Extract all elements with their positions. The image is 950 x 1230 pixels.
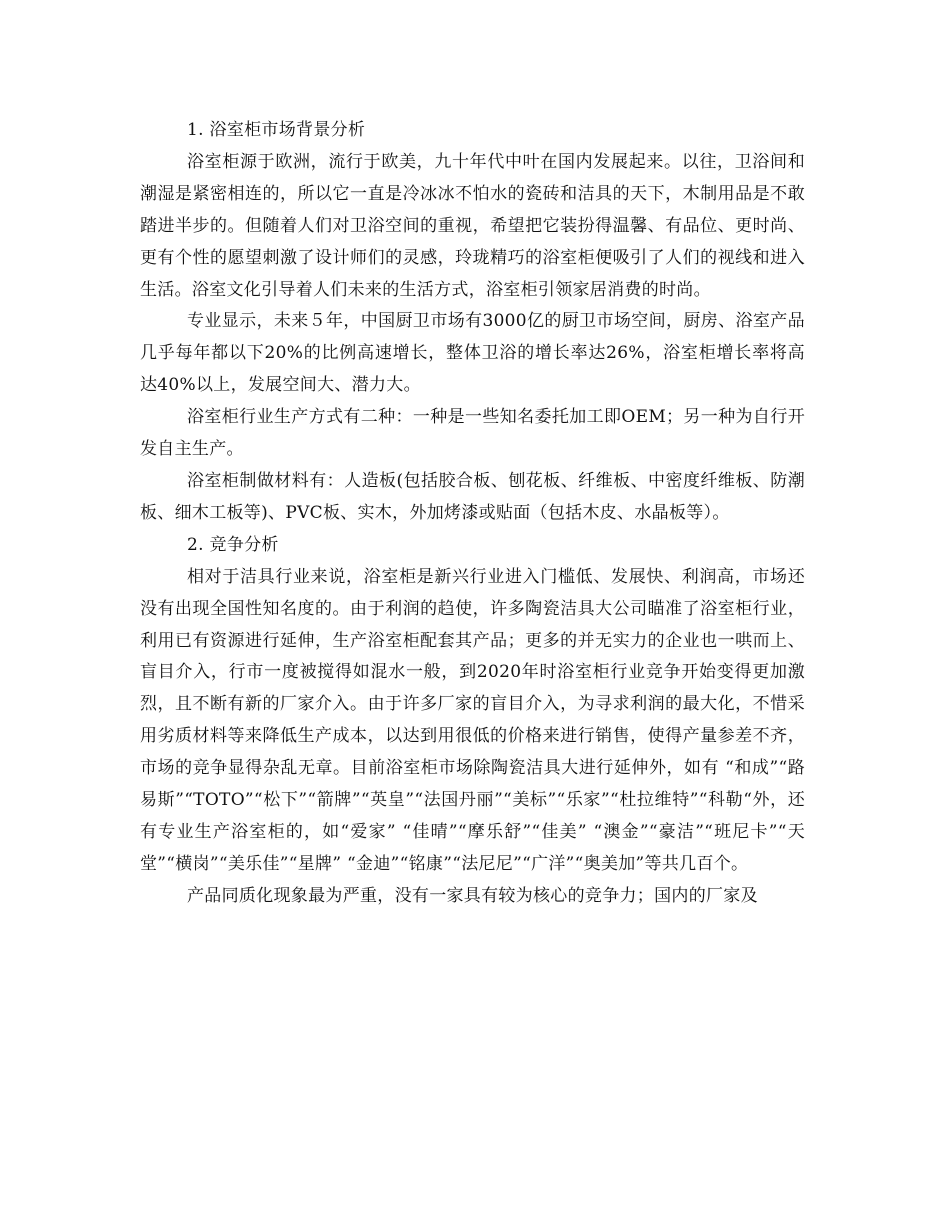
paragraph-materials: 浴室柜制做材料有：人造板(包括胶合板、刨花板、纤维板、中密度纤维板、防潮板、细木工板等)、PVC板、实木，外加烤漆或贴面（包括木皮、水晶板等）。 (140, 470, 805, 523)
paragraph-origin: 浴室柜源于欧洲，流行于欧美，九十年代中叶在国内发展起来。以往，卫浴间和潮湿是紧密相连的，所以它一直是冷冰冰不怕水的瓷砖和洁具的天下，木制用品是不敢踏进半步的。但随着人们对卫浴空间的重视，希望把它装扮得温馨、有品位、更时尚、更有个性的愿望刺激了设计师们的灵感，玲珑精巧的浴室柜便吸引了人们的视线和进入生活。浴室文化引导着人们未来的生活方式，浴室柜引领家居消费的时尚。 (140, 151, 805, 300)
paragraph-market-growth: 专业显示，未来５年，中国厨卫市场有3000亿的厨卫市场空间，厨房、浴室产品几乎每年都以下20%的比例高速增长，整体卫浴的增长率达26%，浴室柜增长率将高达40%以上，发展空间大、潜力大。 (140, 311, 805, 396)
paragraph-homogenization: 产品同质化现象最为严重，没有一家具有较为核心的竞争力；国内的厂家及 (187, 885, 758, 906)
paragraph-competition-overview: 相对于洁具行业来说，浴室柜是新兴行业进入门槛低、发展快、利润高，市场还没有出现全国性知名度的。由于利润的趋使，许多陶瓷洁具大公司瞄准了浴室柜行业，利用已有资源进行延伸，生产浴室柜配套其产品；更多的并无实力的企业也一哄而上、盲目介入，行市一度被搅得如混水一般，到2020年时浴室柜行业竞争开始变得更加激烈，且不断有新的厂家介入。由于许多厂家的盲目介入，为寻求利润的最大化，不惜采用劣质材料等来降低生产成本，以达到用很低的价格来进行销售，使得产量参差不齐，市场的竞争显得杂乱无章。目前浴室柜市场除陶瓷洁具大进行延伸外，如有 “和成”“路易斯”“TOTO”“松下”“箭牌”“英皇”“法国丹丽”“美标”“乐家”“杜拉维特”“科勒“外，还有专业生产浴室柜的，如“爱家” “佳晴”“摩乐舒”“佳美” “澳金”“豪洁”“班尼卡”“天堂”“横岗”“美乐佳”“星牌” “金迪”“铭康”“法尼尼”“广洋”“奥美加”等共几百个。 (140, 566, 805, 874)
section-heading-competition: 2. 竞争分析 (187, 534, 279, 555)
section-heading-market-background: 1. 浴室柜市场背景分析 (187, 120, 366, 140)
paragraph-production-methods: 浴室柜行业生产方式有二种：一种是一些知名委托加工即OEM；另一种为自行开发自主生产。 (140, 407, 805, 460)
document-body (140, 115, 805, 913)
